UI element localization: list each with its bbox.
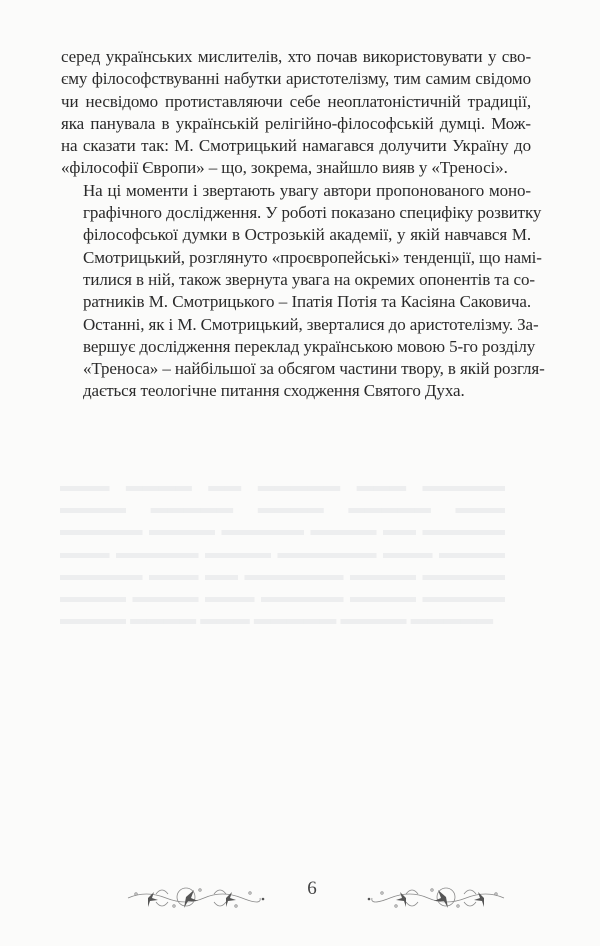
- text-line: єму філософствуванні набутки аристотелізму, тим самим свідомо: [61, 69, 531, 89]
- text-line: вершує дослідження переклад українською мовою 5-го розділу: [83, 336, 536, 356]
- page-footer: [0, 878, 600, 918]
- text-line: дається теологічне питання сходження Святого Духа.: [83, 381, 465, 401]
- body-text: [61, 46, 545, 403]
- text-line: На ці моменти і звертають увагу автори пропонованого моно-: [83, 180, 531, 200]
- text-line: серед українських мислителів, хто почав використовувати у сво-: [61, 47, 531, 66]
- text-line: «Треноса» – найбільшої за обсягом частини твору, в якій розгля-: [83, 359, 545, 379]
- text-line: «філософії Європи» – що, зокрема, знайшло вияв у «Треносі».: [61, 158, 508, 178]
- text-line: чи несвідомо протиставляючи себе неоплатоністичній традиції,: [61, 91, 531, 111]
- text-line: Смотрицький, розглянуто «проєвропейські» тенденції, що намі-: [83, 247, 542, 267]
- text-line: ратників М. Смотрицького – Іпатія Потія та Касіяна Саковича.: [83, 292, 531, 312]
- text-line: філософської думки в Острозькій академії, у якій навчався М.: [83, 225, 531, 245]
- paragraph-1: [61, 46, 531, 180]
- bleed-through-text: ▬▬▬ ▬▬▬▬ ▬▬ ▬▬▬▬▬ ▬▬▬ ▬▬▬▬▬ ▬▬▬▬ ▬▬▬▬▬ ▬▬▬▬ ▬▬▬▬▬ ▬▬▬ ▬▬▬▬▬ ▬▬▬▬ ▬▬▬▬▬ ▬▬▬▬ ▬▬ ▬▬▬▬▬ ▬▬▬ ▬▬▬▬▬ ▬▬▬▬ ▬▬▬▬▬▬ ▬▬▬ ▬▬▬▬ ▬▬▬▬▬ ▬▬▬ ▬▬ ▬▬▬▬▬▬ ▬▬▬▬ ▬▬▬▬▬ ▬▬▬▬ ▬▬▬▬ ▬▬▬ ▬▬▬▬▬ ▬▬▬▬ ▬▬▬▬▬ ▬▬▬▬ ▬▬▬▬ ▬▬▬ ▬▬▬▬▬ ▬▬▬▬ ▬▬▬▬▬: [60, 476, 505, 629]
- text-line: графічного дослідження. У роботі показано специфіку розвитку: [83, 203, 542, 223]
- page-number: 6: [307, 878, 317, 899]
- text-line: тилися в ній, також звернута увага на окремих опонентів та со-: [83, 269, 535, 289]
- text-line: на сказати так: М. Смотрицький намагався долучити Україну до: [61, 136, 531, 156]
- text-line: яка панувала в українській релігійно-філософській думці. Мож-: [61, 113, 531, 133]
- paragraph-2: [61, 180, 545, 403]
- floral-ornament-icon: [126, 884, 266, 917]
- floral-ornament-icon: [366, 884, 506, 917]
- text-line: Останні, як і М. Смотрицький, зверталися до аристотелізму. За-: [83, 314, 539, 334]
